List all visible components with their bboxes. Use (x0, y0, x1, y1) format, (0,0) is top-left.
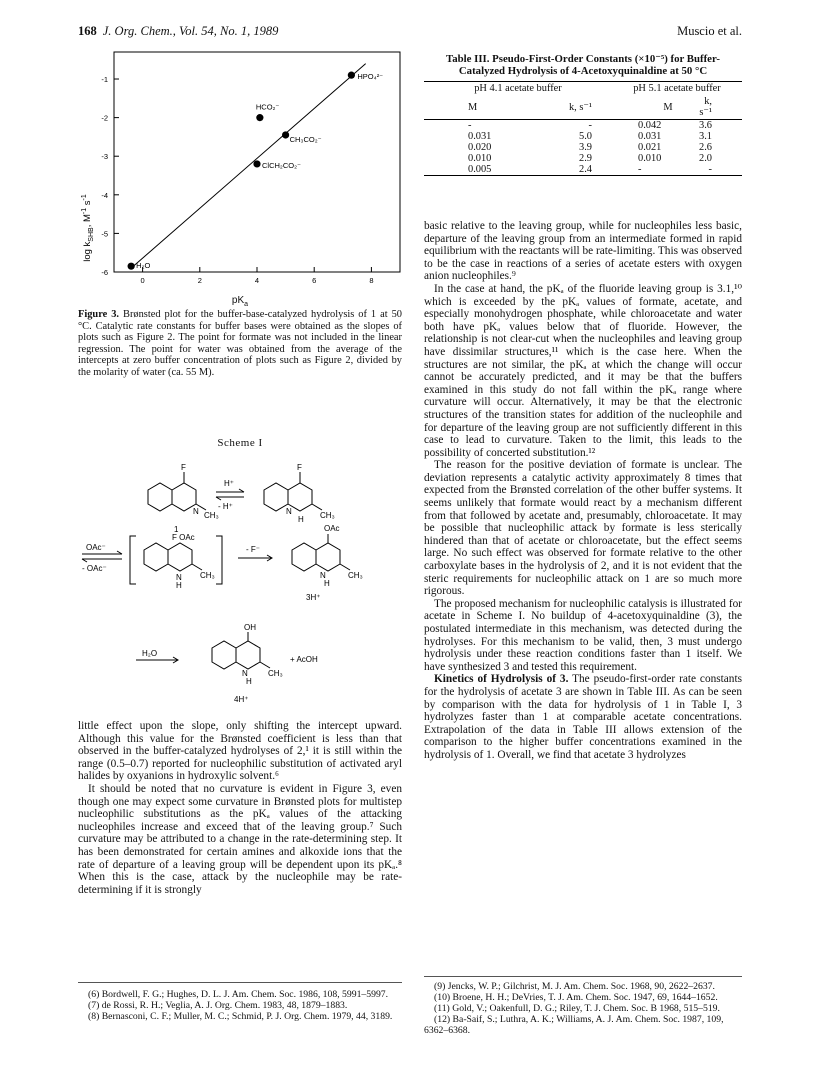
right-paragraph-3: The reason for the positive deviation of formate is unclear. The deviation represents a catalytic activity approximately 8 times that expected from the Brønsted correlation of the other buffer systems. It seems unlikely that formate would react by a mechanism different from that followed by acetate and, presumably, chloroacetate. It may be possible that nucleophilic attack by formate is less sterically hindered than that of acetate or chloroacetate, but the effect seems large. No such effect was observed for formate relative to the other carboxylate bases in the hydrolysis of 2, and it is not evident that the steric requirements for nucleophilic attack on 1 are so much more rigorous. (424, 459, 742, 598)
label-cpd3h: 3H⁺ (306, 593, 321, 602)
x-tick-label: 2 (197, 276, 202, 285)
y-tick-label: -6 (101, 268, 108, 277)
section-heading: Kinetics of Hydrolysis of 3. (434, 673, 569, 686)
y-tick-label: -3 (101, 152, 108, 162)
pyridine-ring-5 (236, 641, 260, 669)
label-h5: H (246, 677, 252, 686)
label-n4: N (320, 571, 326, 580)
data-point (348, 72, 355, 79)
figure-3 (78, 46, 402, 308)
label-ch3-3: CH₃ (200, 571, 215, 580)
label-hplus: H⁺ (224, 479, 234, 488)
point-label: HPO₄²⁻ (357, 72, 384, 82)
authors: Muscio et al. (677, 24, 742, 38)
left-paragraph-1: little effect upon the slope, only shifting the intercept upward. Although this value for the Brønsted coefficient is less than that observed in the buffer-catalyzed hydrolyses of 2,¹ it is still within the range (0.5–0.7) reported for nucleophilic substitution of activated aryl halides by oxyanions in hydroxylic solvent.⁶ (78, 720, 402, 783)
table-row: - - 0.042 3.6 (468, 120, 712, 131)
pyridine-ring-4 (316, 543, 340, 571)
x-tick-label: 0 (140, 276, 145, 285)
x-axis-label: $pK_a$ (231, 295, 249, 308)
table-row: 0.005 2.4 - - (424, 164, 742, 176)
pyridine-ring-3 (168, 543, 192, 571)
label-h2o: H₂O (142, 649, 158, 658)
label-minus-f: - F⁻ (246, 545, 260, 554)
label-n3: N (176, 573, 182, 582)
label-n5: N (242, 669, 248, 678)
label-oac-top: OAc⁻ (86, 543, 106, 552)
point-label: ClCH₂CO₂⁻ (262, 160, 301, 170)
label-n2: N (286, 507, 292, 516)
table-row: 0.010 2.9 0.010 2.0 (468, 153, 712, 164)
x-tick-label: 8 (369, 276, 374, 285)
label-f2: F (297, 463, 302, 472)
col-k-1: k, s⁻¹ (568, 101, 592, 113)
footnote-8: (8) Bernasconi, C. F.; Muller, M. C.; Schmid, P. J. Org. Chem. 1979, 44, 3189. (88, 1011, 393, 1022)
figure-caption (78, 309, 402, 379)
label-cpd1: 1 (174, 525, 179, 534)
col-m-1: M (468, 101, 478, 113)
x-tick-label: 4 (254, 276, 260, 285)
table-title: Table III. Pseudo-First-Order Constants (×10⁻⁵) for Buffer-Catalyzed Hydrolysis of 4-Acetoxyquinaldine at 50 °C (446, 53, 720, 77)
benzo-ring-4 (292, 543, 316, 571)
right-paragraph-5: Kinetics of Hydrolysis of 3. The pseudo-first-order rate constants for the hydrolysis of acetate 3 are shown in Table III. As can be seen by comparison with the data for hydrolysis of 1 in Table I, 3 hydrolyzes faster than 1 at comparable acetate concentrations. Extrapolation of the data in Table III allows extension of the comparison to the higher buffer concentrations examined in the hydrolysis of 1. Overall, we find that acetate 3 hydrolyzes (424, 673, 742, 761)
label-ch3-1: CH₃ (204, 511, 219, 520)
footnote-11: (11) Gold, V.; Oakenfull, D. G.; Riley, T. J. Chem. Soc. B 1968, 515–519. (434, 1003, 720, 1014)
benzo-ring-3 (144, 543, 168, 571)
page-number: 168 (78, 24, 97, 38)
x-tick-label: 6 (312, 276, 317, 285)
scheme-1 (78, 450, 402, 718)
benzo-ring-2 (264, 483, 288, 511)
footnote-10: (10) Broene, H. H.; DeVries, T. J. Am. Chem. Soc. 1947, 69, 1644–1652. (434, 992, 718, 1003)
rate-constant-table (424, 81, 742, 176)
label-ch3-4: CH₃ (348, 571, 363, 580)
footnotes-right (424, 976, 742, 1036)
figure-caption-text: Brønsted plot for the buffer-base-catalyzed hydrolysis of 1 at 50 °C. Catalytic rate constants for buffer bases were obtained as the slopes of plots such as Figure 2. The point for formate was not included in the linear regression. The point for water was obtained from the average of the intercepts at zero buffer concentration of plots such as Figure 2, divided by the molarity of water (ca. 55 M). (78, 309, 402, 378)
right-paragraph-4: The proposed mechanism for nucleophilic catalysis is illustrated for acetate in Scheme I. No buildup of 4-acetoxyquinaldine (3), the postulated intermediate in this mechanism, was detected during the hydrolyses. For this mechanism to be valid, then, 3 must undergo hydrolysis under these reaction conditions faster than 1 itself. We have synthesized 3 and tested this requirement. (424, 597, 742, 673)
regression-line (131, 64, 366, 269)
running-header (78, 24, 742, 40)
left-paragraph-2: It should be noted that no curvature is evident in Figure 3, even though one may expect some curvature in Brønsted plots for multistep nucleophilic substitutions as the pKₐ values of the attacking nucleophiles increase and exceed that of the leaving group.⁷ Such curvature may be attributed to a change in the rate-determining step. It has been demonstrated for certain amines and alkoxide ions that the rate of departure of a leaving group will be dependent upon its pKₐ.⁸ When this is the case, attack by the nucleophile may be rate-determining if it is strongly (78, 782, 402, 896)
label-oac-bot: - OAc⁻ (82, 564, 107, 573)
point-label: CH₃CO₂⁻ (289, 134, 322, 144)
label-ch3-2: CH₃ (320, 511, 335, 520)
scheme-title: Scheme I (217, 437, 263, 449)
right-paragraph-1: basic relative to the leaving group, while for nucleophiles less basic, departure of the leaving group from an intermediate formed in rapid equilibrium with the reactants will be rate-limiting. This was observed to be the case in reactions of a series of acetate esters with oxygen anion nucleophiles.⁹ (424, 220, 742, 283)
footnote-7: (7) de Rossi, R. H.; Veglia, A. J. Org. Chem. 1983, 48, 1879–1883. (88, 1000, 348, 1011)
label-f1: F (181, 463, 186, 472)
label-h3: H (176, 581, 182, 590)
benzo-ring-5 (212, 641, 236, 669)
col-k-2: k, s⁻¹ (699, 96, 712, 118)
left-column-text (78, 720, 402, 896)
label-f-oac: F OAc (172, 533, 195, 542)
col-m-2: M (663, 101, 673, 113)
label-acoh: + AcOH (290, 655, 318, 664)
label-n1: N (193, 507, 199, 516)
footnote-12: (12) Ba-Saif, S.; Luthra, A. K.; Williams, A. J. Am. Chem. Soc. 1987, 109, 6362–6368. (424, 1014, 724, 1036)
bronsted-plot (78, 46, 402, 308)
right-column-text (424, 220, 742, 762)
data-point (128, 263, 135, 270)
label-h2: H (298, 515, 304, 524)
point-label: HCO₂⁻ (255, 102, 280, 112)
y-axis-label: $\log k_{SHB}$, $M^{-1}$ $s^{-1}$ (81, 194, 95, 262)
label-cpd4h: 4H⁺ (234, 695, 249, 704)
y-tick-label: -4 (101, 190, 108, 200)
label-h4: H (324, 579, 330, 588)
data-point (253, 160, 260, 167)
group-header-2: pH 5.1 acetate buffer (633, 83, 721, 94)
label-ch3-5: CH₃ (268, 669, 283, 678)
group-header-1: pH 4.1 acetate buffer (474, 83, 562, 94)
y-tick-label: -1 (101, 75, 108, 85)
table-3 (424, 53, 742, 176)
footnote-6: (6) Bordwell, F. G.; Hughes, D. L. J. Am. Chem. Soc. 1986, 108, 5991–5997. (88, 989, 389, 1000)
y-tick-label: -5 (101, 229, 108, 239)
figure-caption-label: Figure 3. (78, 309, 120, 320)
journal-citation: J. Org. Chem., Vol. 54, No. 1, 1989 (102, 24, 279, 38)
table-row: 0.020 3.9 0.021 2.6 (468, 142, 712, 153)
point-label: H₂O (136, 261, 151, 271)
label-oh: OH (244, 623, 256, 632)
benzo-ring-1 (148, 483, 172, 511)
data-point (282, 131, 289, 138)
label-oac-product: OAc (324, 524, 340, 533)
footnotes-left (78, 982, 402, 1022)
label-minus-hplus: - H⁺ (218, 502, 233, 511)
data-point (256, 114, 263, 121)
y-tick-label: -2 (101, 113, 108, 123)
right-paragraph-2: In the case at hand, the pKₐ of the fluoride leaving group is 3.1,¹⁰ which is exceeded by the pKₐ values of formate, acetate, and especially monohydrogen phosphate, while chloroacetate and water both have pKₐ values below that of fluoride. However, the relationship is not clear-cut when the nucleophiles and leaving group have dissimilar structures,¹¹ which is the case here. When the structures are not similar, the pKₐ at which the change will occur cannot be accurately predicted, and it may be that the buffers examined in this study do not fall within the pKₐ range where curvature will occur. Alternatively, it may be that the electronic structures of the transition states for addition of the nucleophile and for departure of the leaving group are not sufficiently different in this case to lead to curvature. Taken to the limit, this leads to the possibility of concerted substitution.¹² (424, 282, 742, 459)
footnote-9: (9) Jencks, W. P.; Gilchrist, M. J. Am. Chem. Soc. 1968, 90, 2622–2637. (434, 981, 715, 992)
table-row: 0.031 5.0 0.031 3.1 (468, 131, 712, 142)
